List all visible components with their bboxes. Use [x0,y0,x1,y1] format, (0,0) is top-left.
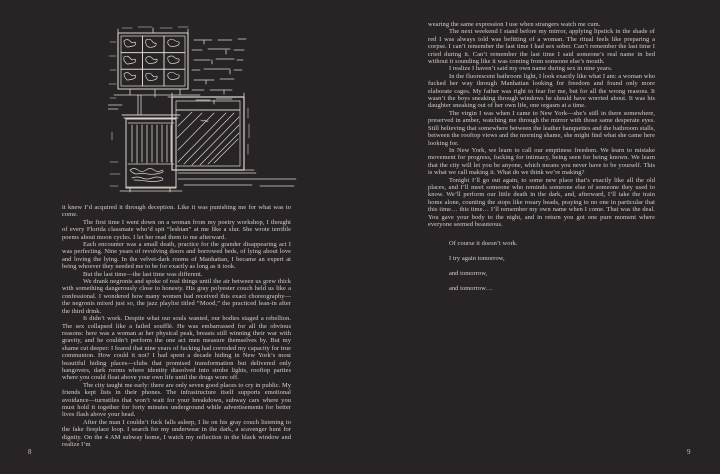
body-paragraph: In the fluorescent bathroom light, I look exactly like what I am: a woman who fucked her way through Manhattan looking for freedom and found only more elaborate cages. My father was right to fear for me, but for all the wrong reasons. It wasn’t the boys sneaking through windows he should have worried about. It was his daughter sneaking out of her own life, one orgasm at a time. [428,72,655,110]
body-paragraph: The next weekend I stand before my mirror, applying lipstick in the shade of red I was always told was befitting of a woman. The ritual feels like preparing a corpse. I can’t remember the last time I had sex sober. Can’t remember the last time I cried during it. Can’t remember the last time I said someone’s real name in bed without it sounding like it was coming from someone else’s mouth. [428,28,655,66]
closing-line: I try again tomorrow, [449,255,505,262]
body-paragraph: The first time I went down on a woman from my poetry workshop, I thought of every Florida classmate who’d spit “lesbian” at me like a slur. She wrote terrible poems about moon cycles. I let her read them to me afterward. [62,218,291,241]
window-sketch-drawing [108,12,306,196]
page-right [360,0,720,474]
nine-pane-window-sketch [114,28,200,97]
closing-line: and tomorrow… [449,285,493,293]
ledge-lines-sketch [110,132,296,186]
body-paragraph: It didn’t work. Despite what our souls wanted, our bodies staged a rebellion. The sex collapsed like a failed soufflé. He was embarrassed for all the obvious reasons: here was a woman at her physical peak, breasts still winning their war with gravity, and he couldn’t perform the one act men measure themselves by. But my shame cut deeper: I feared that nine years of fucking had corroded my capacity for true communion. How could it not? I had spent a decade hiding in New York’s most beautiful hiding places—clubs that promised transformation but delivered only hangovers, dark rooms where identity dissolved into strobe lights, rooftop parties where you could float above your own life until the drugs wore off. [62,315,291,382]
left-page-text [62,204,291,448]
body-paragraph: I realize I haven’t said my own name during sex in nine years. [449,65,613,73]
right-page-text [428,21,655,228]
body-paragraph: After the man I couldn’t fuck falls asleep, I lie on his gray couch listening to the fake fireplace loop. I search for my underwear in the dark, a scavenger hunt for dignity. On the 4 AM subway home, I watch my reflection in the black window and realize I’m [62,418,291,448]
left-page-number: 8 [28,448,32,456]
window-brick-radiator-illustration [108,12,306,196]
brick-wall-sketch [109,27,246,104]
closing-line: and tomorrow, [449,270,488,278]
body-paragraph: Tonight I’ll go out again, to some new place that’s exactly like all the old places, and I’ll meet someone who reminds someone else of someone they used to know. We’ll perform our little death in the dark, and, afterward, I’ll take the train home alone, counting the stops like rosary beads, praying to no one in particular that this time… this time… I’ll remember my own name when I come. That was the deal. You gave your body to the night, and in return you got one pure moment where everyone seemed beauteous. [428,176,655,228]
closing-line: Of course it doesn’t work. [449,239,518,247]
body-paragraph: it knew I’d acquired it through deception. Like it was punishing me for what was to come. [62,204,291,219]
sash-window-sketch [168,93,254,170]
body-paragraph: The city taught me early: there are only seven good places to cry in public. My friends kept lists in their phones. The infrastructure itself supports emotional avoidance—turnstiles that won’t wait for your breakdown, subway cars where you must hold it together for forty minutes underground while advertisements for better lives flash above your head. [62,381,291,419]
body-paragraph: wearing the same expression I use when strangers watch me cum. [428,21,601,28]
closing-lines [428,232,655,293]
body-paragraph: In New York, we learn to call our emptiness freedom. We learn to mistake movement for progress, fucking for intimacy, being seen for being known. We learn that the city will let you be anyone, which means you never have to be yourself. This is what we call making it. What do we think we’re making? [428,146,655,177]
body-paragraph: But the last time—the last time was different. [83,270,203,278]
body-paragraph: Each encounter was a small death, practice for the grander disappearing act I was perfecting. Nine years of revolving doors and borrowed beds, of lying about love and loving the lying. In the velvet-dark rooms of Manhattan, I became an expert at being whoever they needed me to be for exactly as long as it took. [62,241,291,271]
right-page-number: 9 [687,448,691,456]
body-paragraph: We drank negronis and spoke of real things until the air between us grew thick with something dangerously close to honesty. His gray polyester couch held us like a confessional. I wondered how many women had received this exact choreography—the negronis mixed just so, the jazz playlist titled “Mood,” the practiced lean-in after the third drink. [62,278,291,315]
body-paragraph: The virgin I was when I came to New York—she’s still in there somewhere, preserved in amber, watching me through the mirror with those same desperate eyes. Still believing that somewhere between the leather banquettes and the bathroom stalls, between the rooftop views and the morning shame, she might find what she came here looking for. [428,109,655,147]
radiator-sketch [120,115,182,192]
